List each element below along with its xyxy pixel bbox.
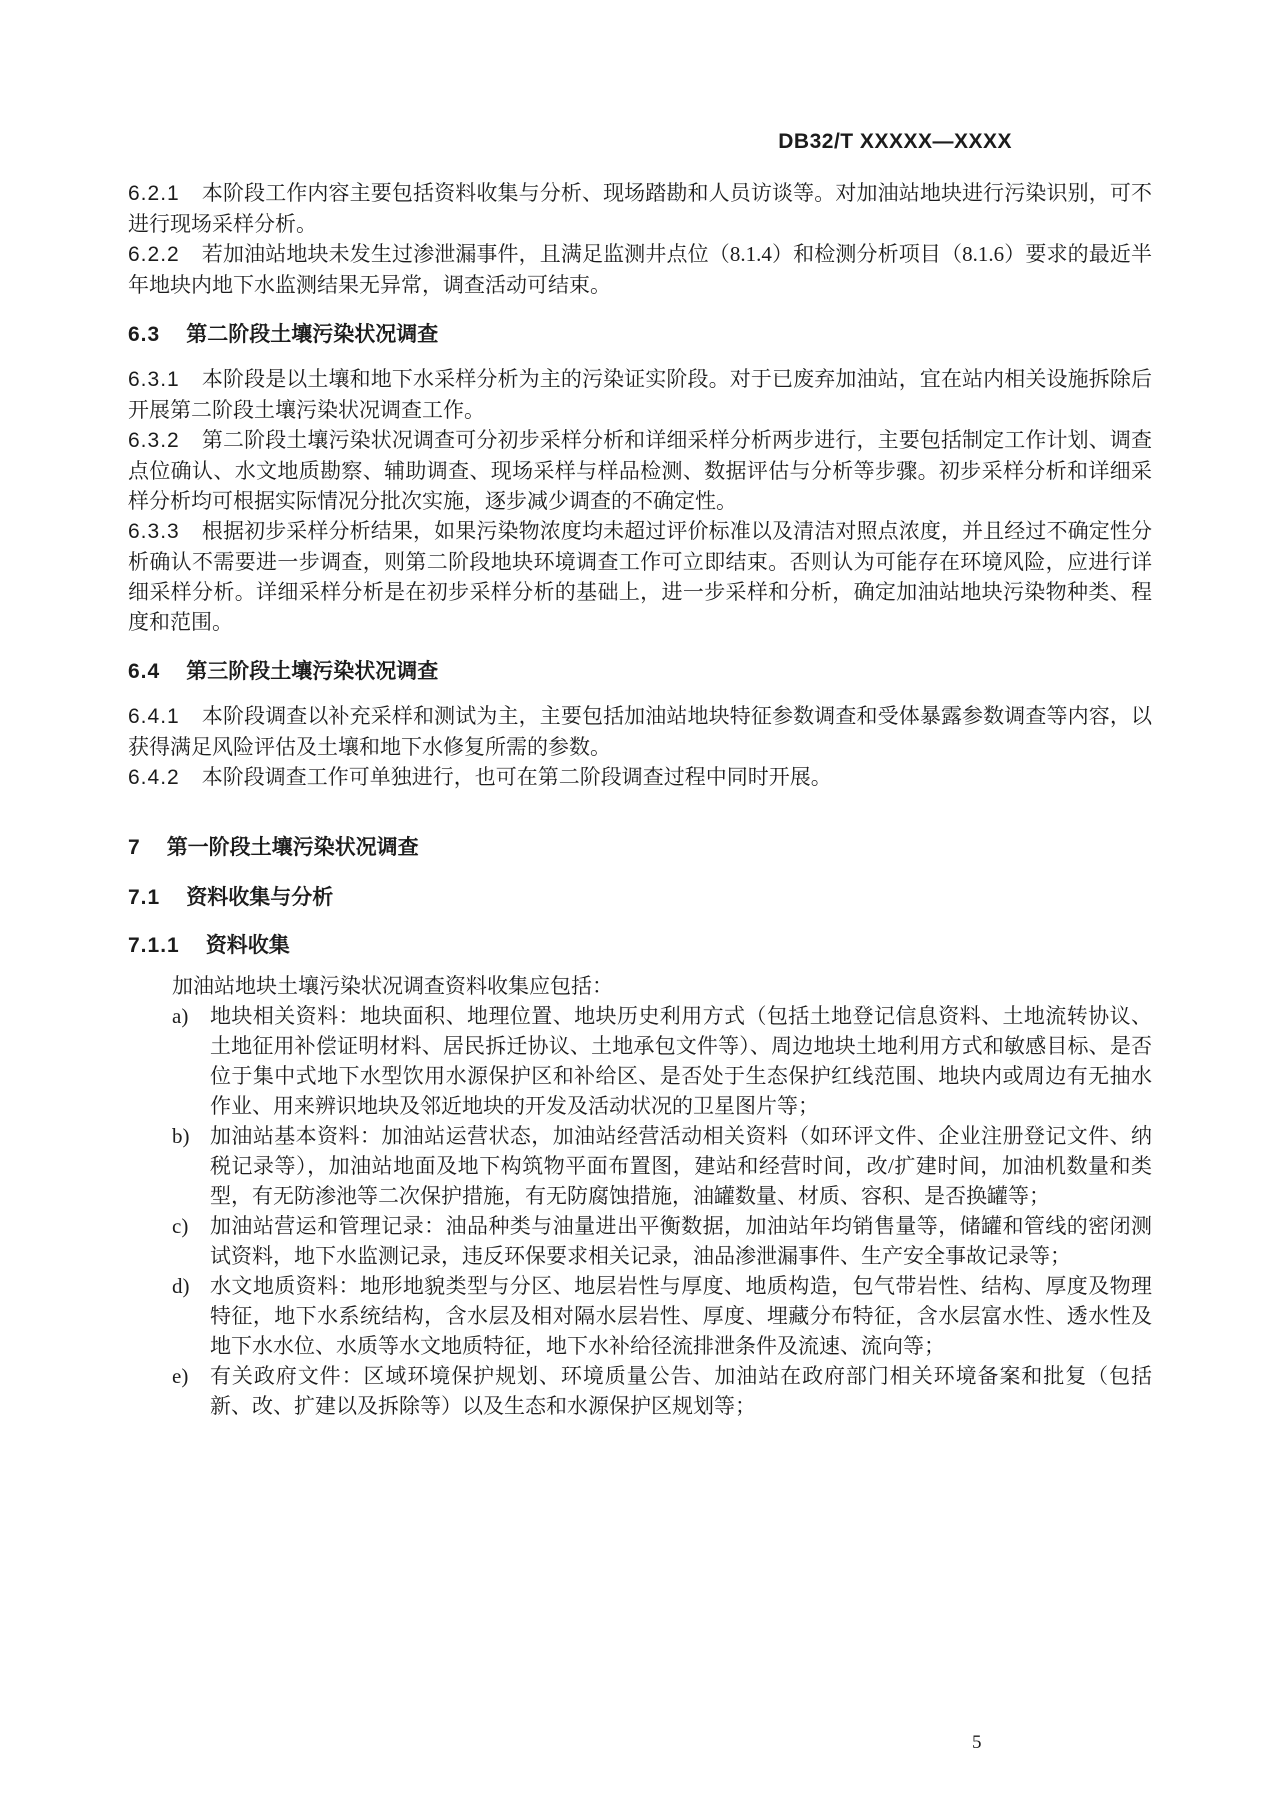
- clause-6-3-1: [128, 364, 1152, 425]
- list-item-text: 地块相关资料：地块面积、地理位置、地块历史利用方式（包括土地登记信息资料、土地流转协议、土地征用补偿证明材料、居民拆迁协议、土地承包文件等）、周边地块土地利用方式和敏感目标、是否位于集中式地下水型饮用水源保护区和补给区、是否处于生态保护红线范围、地块内或周边有无抽水作业、用来辨识地块及邻近地块的开发及活动状况的卫星图片等；: [210, 1004, 1152, 1118]
- clause-6-4-2: [128, 762, 1152, 793]
- list-item-c: [128, 1211, 1152, 1271]
- document-code: DB32/T XXXXX—XXXX: [778, 130, 1012, 153]
- paragraph-text: 根据初步采样分析结果，如果污染物浓度均未超过评价标准以及清洁对照点浓度，并且经过不确定性分析确认不需要进一步调查，则第二阶段地块环境调查工作可立即结束。否则认为可能存在环境风险，应进行详细采样分析。详细采样分析是在初步采样分析的基础上，进一步采样和分析，确定加油站地块污染物种类、程度和范围。: [128, 519, 1152, 634]
- paragraph-text: 第一阶段土壤污染状况调查: [166, 836, 419, 859]
- clause-number: 6.3.2: [128, 429, 180, 452]
- list-item-text: 水文地质资料：地形地貌类型与分区、地层岩性与厚度、地质构造，包气带岩性、结构、厚度及物理特征，地下水系统结构，含水层及相对隔水层岩性、厚度、埋藏分布特征，含水层富水性、透水性及地下水水位、水质等水文地质特征，地下水补给径流排泄条件及流速、流向等；: [210, 1274, 1152, 1358]
- paragraph-text: 第二阶段土壤污染状况调查: [186, 323, 439, 346]
- clause-number: 6.3.3: [128, 520, 180, 543]
- document-content: [128, 178, 1152, 1421]
- heading-6-4: [128, 657, 1152, 687]
- list-item-a: [128, 1001, 1152, 1121]
- subheading-7-1-1: [128, 931, 1152, 961]
- list-item-label: e): [172, 1364, 189, 1388]
- paragraph-text: 第二阶段土壤污染状况调查可分初步采样分析和详细采样分析两步进行，主要包括制定工作计划、调查点位确认、水文地质勘察、辅助调查、现场采样与样品检测、数据评估与分析等步骤。初步采样分析和详细采样分析均可根据实际情况分批次实施，逐步减少调查的不确定性。: [128, 428, 1152, 513]
- clause-number: 6.2.1: [128, 182, 180, 205]
- paragraph-text: 本阶段是以土壤和地下水采样分析为主的污染证实阶段。对于已废弃加油站，宜在站内相关设施拆除后开展第二阶段土壤污染状况调查工作。: [128, 367, 1152, 422]
- list-item-e: [128, 1361, 1152, 1421]
- paragraph-text: 资料收集与分析: [186, 886, 334, 909]
- list-item-text: 加油站基本资料：加油站运营状态，加油站经营活动相关资料（如环评文件、企业注册登记文件、纳税记录等），加油站地面及地下构筑物平面布置图，建站和经营时间，改/扩建时间，加油机数量和类型，有无防渗池等二次保护措施，有无防腐蚀措施，油罐数量、材质、容积、是否换罐等；: [210, 1124, 1152, 1208]
- paragraph-text: 本阶段工作内容主要包括资料收集与分析、现场踏勘和人员访谈等。对加油站地块进行污染识别，可不进行现场采样分析。: [128, 181, 1152, 236]
- paragraph-text: 若加油站地块未发生过渗泄漏事件，且满足监测井点位（8.1.4）和检测分析项目（8.1.6）要求的最近半年地块内地下水监测结果无异常，调查活动可结束。: [128, 242, 1152, 297]
- list-item-text: 有关政府文件：区域环境保护规划、环境质量公告、加油站在政府部门相关环境备案和批复（包括新、改、扩建以及拆除等）以及生态和水源保护区规划等；: [210, 1364, 1152, 1418]
- list-item-label: d): [172, 1274, 190, 1298]
- list-item-text: 加油站营运和管理记录：油品种类与油量进出平衡数据，加油站年均销售量等，储罐和管线的密闭测试资料，地下水监测记录，违反环保要求相关记录，油品渗泄漏事件、生产安全事故记录等；: [210, 1214, 1152, 1268]
- clause-number: 6.2.2: [128, 243, 180, 266]
- clause-6-3-3: [128, 516, 1152, 637]
- paragraph-text: 资料收集: [205, 934, 290, 957]
- intro-paragraph: [128, 971, 1152, 1001]
- chapter-7: [128, 833, 1152, 863]
- clause-number: 6.4: [128, 660, 161, 683]
- clause-number: 6.4.2: [128, 766, 180, 789]
- paragraph-text: 加油站地块土壤污染状况调查资料收集应包括：: [172, 974, 613, 998]
- heading-7-1: [128, 883, 1152, 913]
- paragraph-text: 本阶段调查以补充采样和测试为主，主要包括加油站地块特征参数调查和受体暴露参数调查等内容，以获得满足风险评估及土壤和地下水修复所需的参数。: [128, 704, 1152, 759]
- list-item-label: c): [172, 1214, 189, 1238]
- clause-number: 7: [128, 836, 141, 859]
- page-number: 5: [972, 1732, 982, 1753]
- list-item-d: [128, 1271, 1152, 1361]
- clause-number: 6.3.1: [128, 368, 180, 391]
- clause-number: 7.1.1: [128, 934, 180, 957]
- clause-number: 6.4.1: [128, 705, 180, 728]
- list-item-label: b): [172, 1124, 190, 1148]
- clause-number: 6.3: [128, 323, 161, 346]
- clause-6-4-1: [128, 701, 1152, 762]
- heading-6-3: [128, 320, 1152, 350]
- list-item-b: [128, 1121, 1152, 1211]
- clause-6-2-2: [128, 239, 1152, 300]
- paragraph-text: 第三阶段土壤污染状况调查: [186, 660, 439, 683]
- paragraph-text: 本阶段调查工作可单独进行，也可在第二阶段调查过程中同时开展。: [201, 765, 832, 789]
- clause-6-2-1: [128, 178, 1152, 239]
- clause-number: 7.1: [128, 886, 161, 909]
- clause-6-3-2: [128, 425, 1152, 516]
- list-item-label: a): [172, 1004, 189, 1028]
